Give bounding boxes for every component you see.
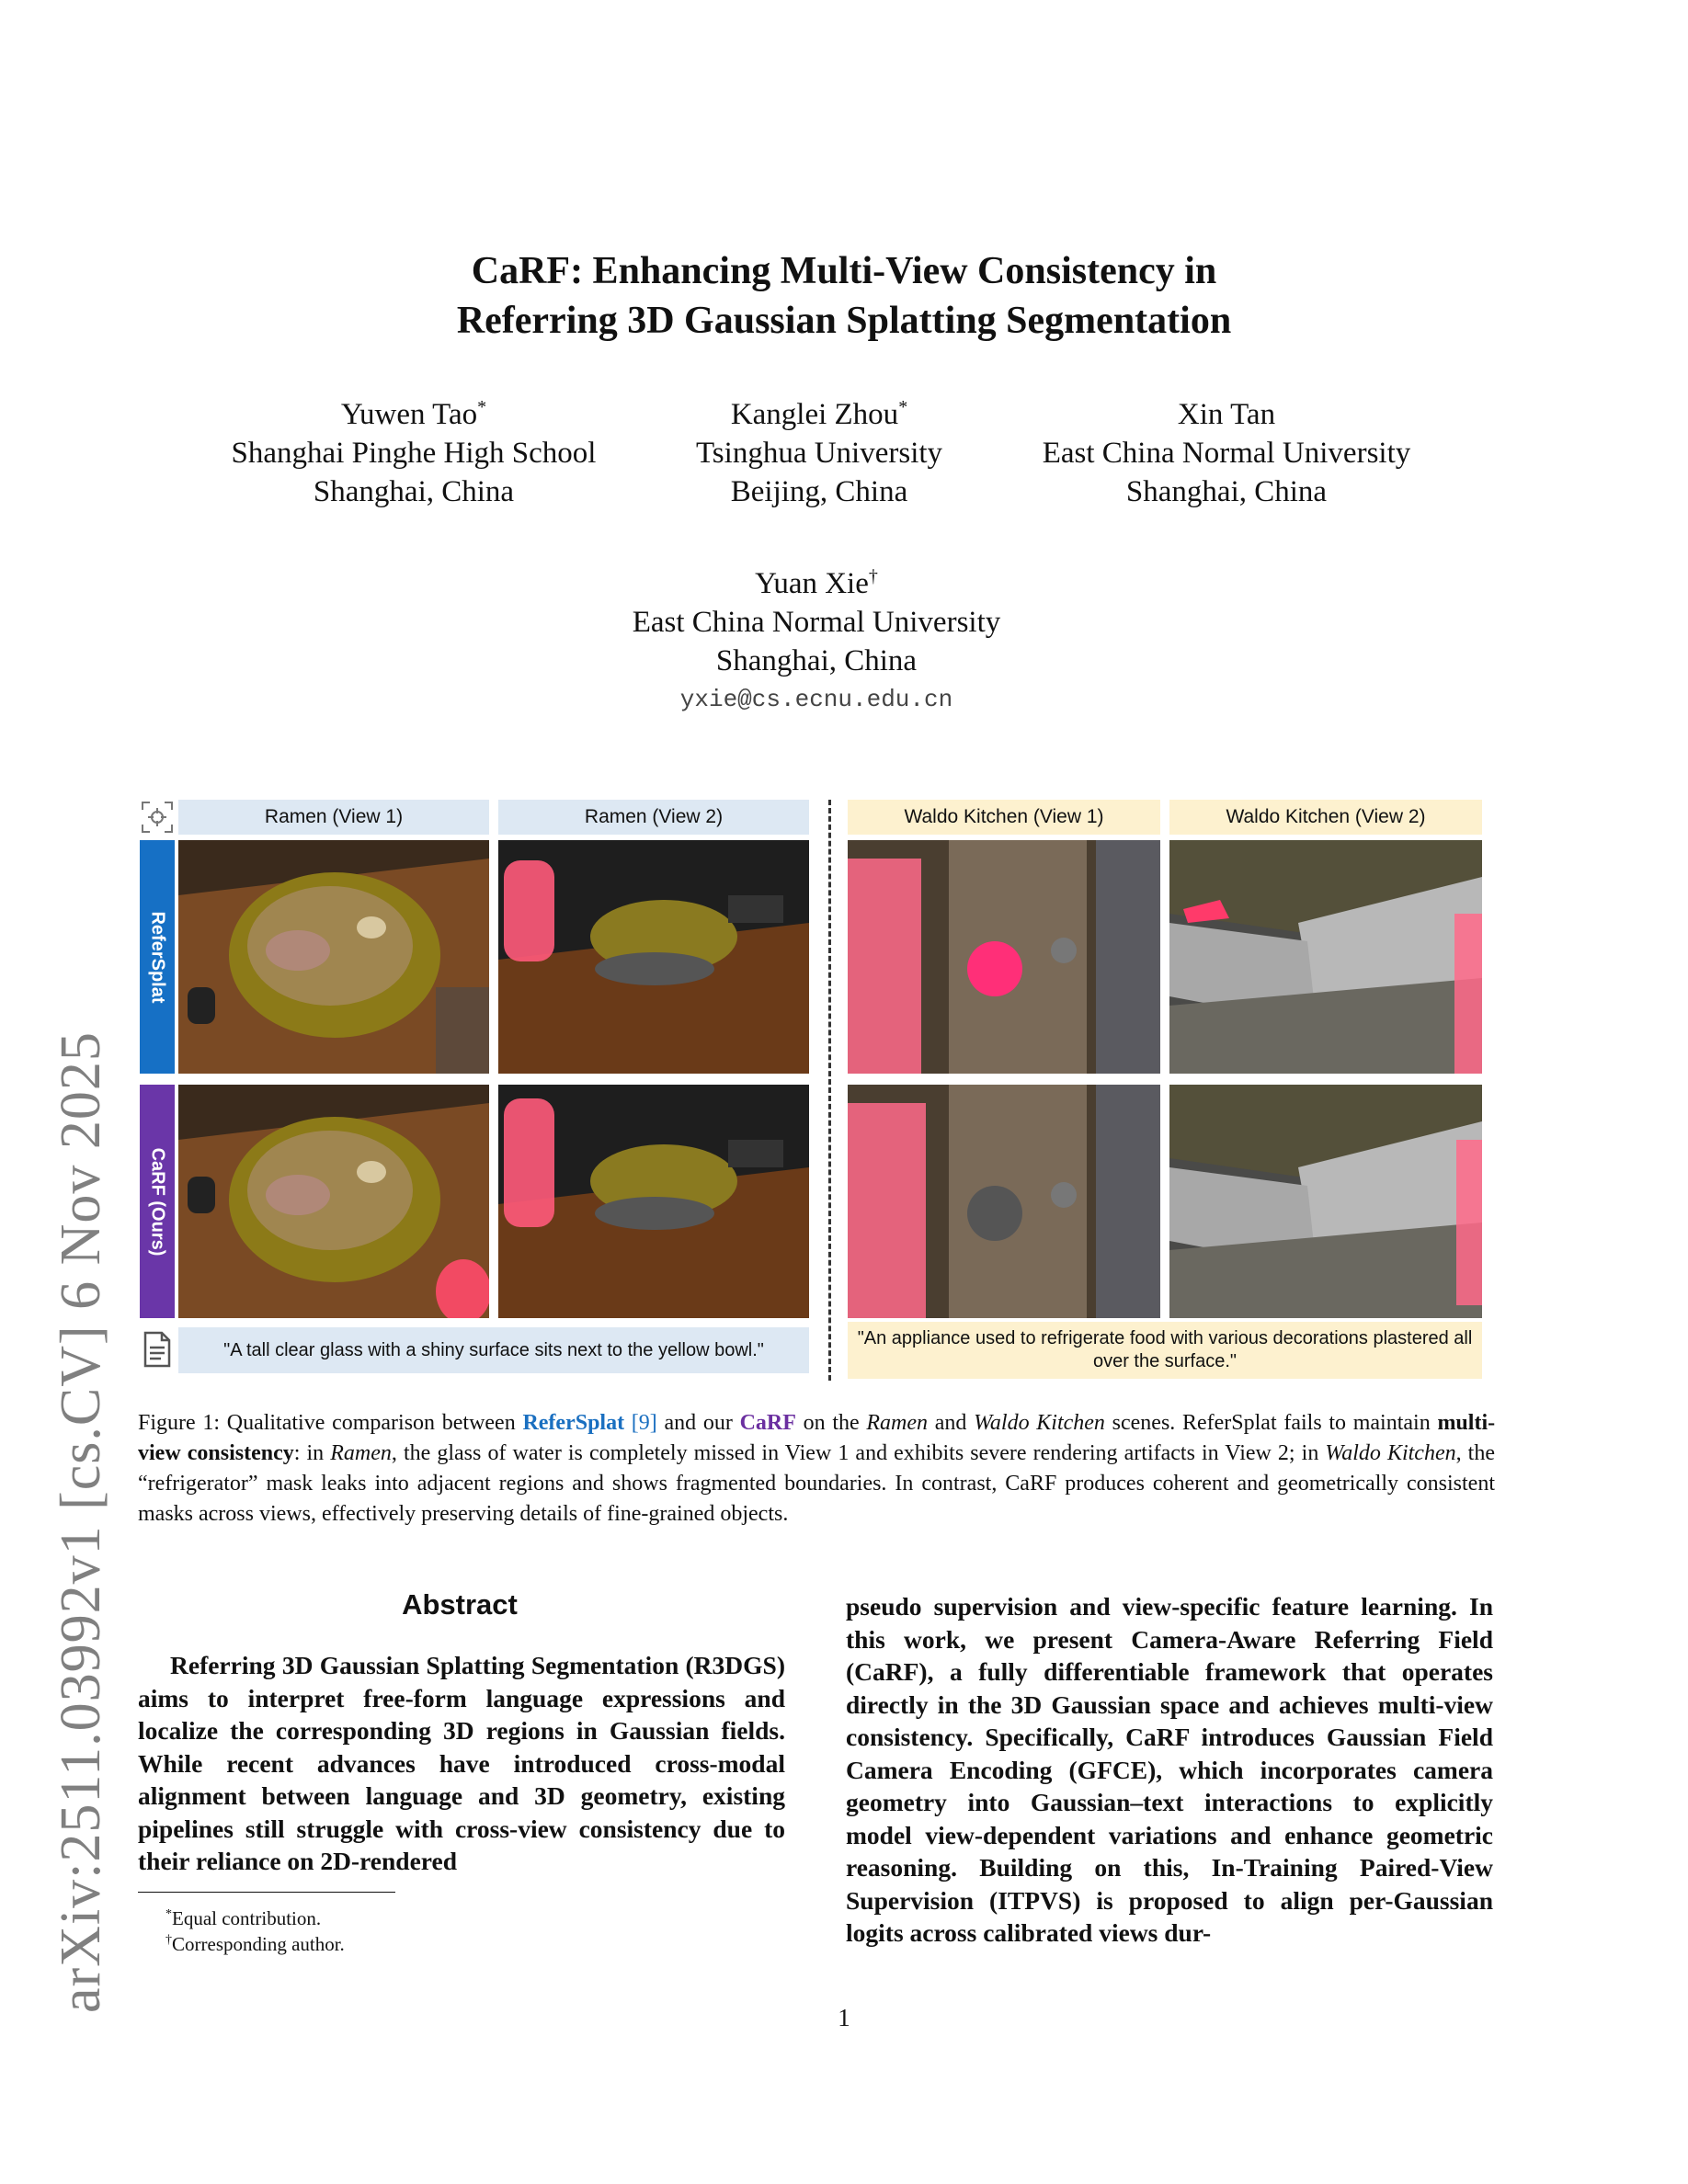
query-kitchen: "An appliance used to refrigerate food with various decorations plastered all over the surface." bbox=[848, 1322, 1482, 1379]
abstract-heading: Abstract bbox=[402, 1588, 518, 1621]
col-label-kitchen-view1: Waldo Kitchen (View 1) bbox=[848, 800, 1160, 835]
footnote-equal-contribution: *Equal contribution. bbox=[165, 1907, 322, 1929]
col-label-ramen-view1: Ramen (View 1) bbox=[178, 800, 489, 835]
author-location: Shanghai, China bbox=[715, 644, 918, 677]
page-number: 1 bbox=[838, 2004, 850, 2031]
author-location: Beijing, China bbox=[730, 475, 908, 508]
row-label-carf: CaRF (Ours) bbox=[140, 1085, 175, 1318]
arxiv-stamp: arXiv:2511.03992v1 [cs.CV] 6 Nov 2025 bbox=[50, 1031, 112, 2013]
citation-link[interactable]: [9] bbox=[631, 1411, 657, 1435]
photo-refersplat-kitchen-view1 bbox=[848, 840, 1160, 1074]
focus-target-icon bbox=[140, 800, 175, 835]
method-refersplat: ReferSplat bbox=[522, 1411, 625, 1435]
photo-carf-kitchen-view1 bbox=[848, 1085, 1160, 1318]
author-affiliation: Tsinghua University bbox=[695, 437, 943, 470]
paper-title bbox=[0, 246, 1688, 346]
method-carf: CaRF bbox=[739, 1411, 796, 1435]
footnote-corresponding: †Corresponding author. bbox=[165, 1933, 345, 1955]
author-location: Shanghai, China bbox=[1125, 475, 1328, 508]
author-block-3 bbox=[987, 395, 1466, 511]
author-block-2 bbox=[580, 395, 1058, 511]
author-block-4 bbox=[577, 564, 1055, 719]
author-name: Yuan Xie bbox=[755, 567, 869, 600]
col-label-ramen-view2: Ramen (View 2) bbox=[498, 800, 809, 835]
author-email[interactable]: yxie@cs.ecnu.edu.cn bbox=[679, 686, 953, 713]
document-icon bbox=[140, 1327, 175, 1371]
photo-refersplat-ramen-view1 bbox=[178, 840, 489, 1074]
photo-carf-ramen-view1 bbox=[178, 1085, 489, 1318]
author-mark: * bbox=[477, 397, 487, 417]
photo-refersplat-kitchen-view2 bbox=[1169, 840, 1482, 1074]
author-affiliation: Shanghai Pinghe High School bbox=[231, 437, 597, 470]
author-name: Kanglei Zhou bbox=[730, 398, 899, 431]
author-location: Shanghai, China bbox=[313, 475, 515, 508]
photo-refersplat-ramen-view2 bbox=[498, 840, 809, 1074]
photo-carf-ramen-view2 bbox=[498, 1085, 809, 1318]
photo-carf-kitchen-view2 bbox=[1169, 1085, 1482, 1318]
author-name: Yuwen Tao bbox=[340, 398, 478, 431]
col-label-kitchen-view2: Waldo Kitchen (View 2) bbox=[1169, 800, 1482, 835]
author-mark: † bbox=[868, 566, 878, 586]
query-ramen: "A tall clear glass with a shiny surface sits next to the yellow bowl." bbox=[178, 1327, 809, 1373]
figure-1 bbox=[140, 800, 1488, 1381]
author-mark: * bbox=[898, 397, 908, 417]
figure-divider bbox=[828, 800, 831, 1381]
figure-caption: Figure 1: Qualitative comparison between ReferSplat [9] and our CaRF on the Ramen and Waldo Kitchen scenes. ReferSplat fails to maintain multi-view consistency: in Ramen, the glass of water is completely missed in View 1 and exhibits severe rendering artifacts in View 2; in Waldo Kitchen, the “refrigerator” mask leaks into adjacent regions and shows fragmented boundaries. In contrast, CaRF produces coherent and geometrically consistent masks across views, effectively preserving details of fine-grained objects. bbox=[138, 1411, 1496, 1526]
author-affiliation: East China Normal University bbox=[1042, 437, 1411, 470]
footnote-rule bbox=[138, 1892, 395, 1893]
author-name: Xin Tan bbox=[1177, 398, 1276, 431]
title-line-2: Referring 3D Gaussian Splatting Segmentation bbox=[456, 300, 1232, 342]
author-affiliation: East China Normal University bbox=[632, 606, 1001, 639]
row-label-refersplat: ReferSplat bbox=[140, 840, 175, 1074]
title-line-1: CaRF: Enhancing Multi-View Consistency in bbox=[471, 250, 1217, 292]
abstract-right-column: pseudo supervision and view-specific feature learning. In this work, we present Camera-Aware Referring Field (CaRF), a fully differentiable framework that operates directly in the 3D Gaussian space and achieves multi-view consistency. Specifically, CaRF introduces Gaussian Field Camera Encoding (GFCE), which incorporates camera geometry into Gaussian–text interactions to explicitly model view-dependent variations and enhance geometric reasoning. Building on this, In-Training Paired-View Supervision (ITPVS) is proposed to align per-Gaussian logits across calibrated views dur- bbox=[846, 1592, 1493, 1947]
abstract-left-column: Referring 3D Gaussian Splatting Segmentation (R3DGS) aims to interpret free-form language expressions and localize the corresponding 3D regions in Gaussian fields. While recent advances have introduced cross-modal alignment between language and 3D geometry, existing pipelines still struggle with cross-view consistency due to their reliance on 2D-rendered bbox=[138, 1651, 785, 1875]
